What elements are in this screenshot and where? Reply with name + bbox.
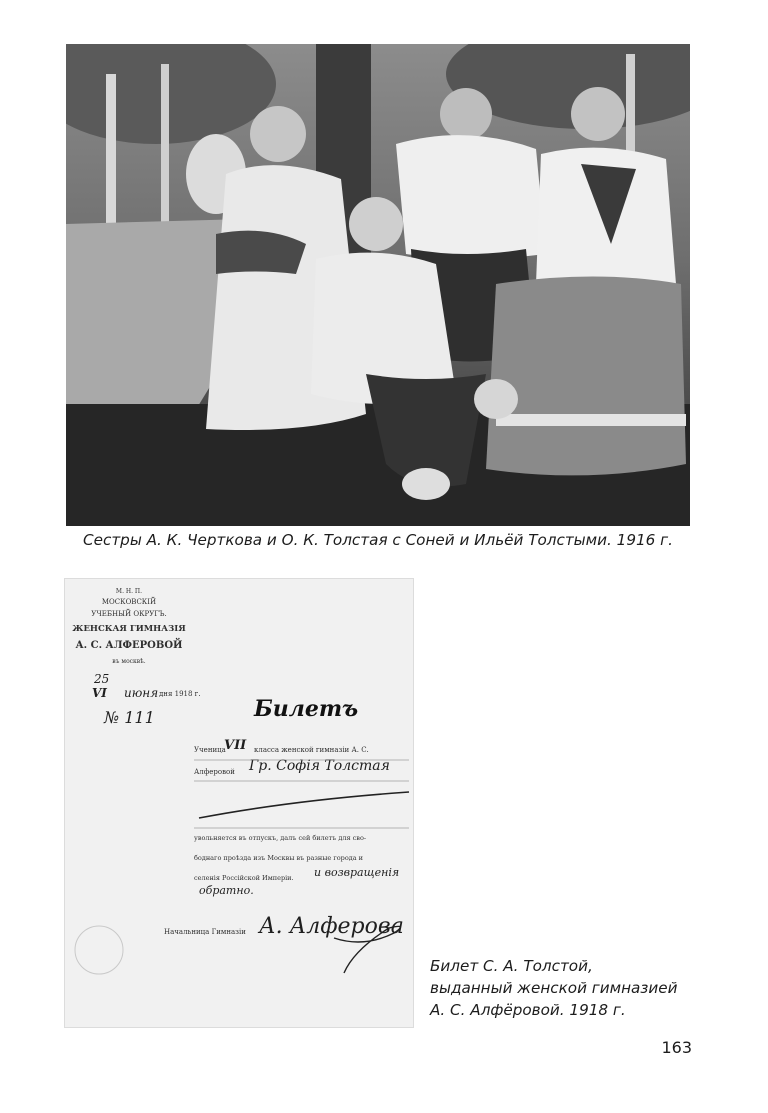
- ticket-body-line: увольняется въ отпускъ, далъ сей билетъ для сво-: [194, 834, 367, 842]
- school-ticket-scan: [64, 578, 414, 1028]
- ticket-number: № 111: [104, 708, 155, 727]
- ticket-caption: [430, 955, 730, 1021]
- ticket-header-line: А. С. АЛФЕРОВОЙ: [75, 640, 183, 651]
- ticket-header-line: М. Н. П.: [115, 588, 143, 595]
- ticket-date-year: дня 1918 г.: [159, 690, 201, 698]
- ticket-signature: А. Алферова: [259, 914, 404, 939]
- ticket-line-a-hand: VII: [224, 738, 247, 753]
- ticket-sign-label: Начальница Гимназіи: [164, 928, 246, 936]
- ticket-body-hand: и возвращенія: [314, 866, 400, 879]
- ticket-title: Билетъ: [254, 696, 359, 722]
- ticket-date-month: VI: [92, 686, 107, 700]
- ticket-line-b: Алферовой: [194, 768, 235, 776]
- ticket-body-hand: обратно.: [199, 884, 254, 897]
- page-number: 163: [661, 1038, 692, 1057]
- photo-illustration: [66, 44, 690, 526]
- family-photograph: [66, 44, 690, 526]
- ticket-caption-line: А. С. Алфёровой. 1918 г.: [430, 1001, 626, 1019]
- ticket-header-line: въ москвѣ.: [112, 658, 146, 665]
- ticket-body-line: селенія Россійской Имперіи.: [194, 874, 294, 882]
- ticket-date-day: 25: [94, 672, 110, 686]
- photo-caption: Сестры А. К. Черткова и О. К. Толстая с Соней и Ильёй Толстыми. 1916 г.: [83, 531, 673, 549]
- ticket-line-b-hand: Гр. Софія Толстая: [249, 758, 390, 774]
- ticket-line-a: Ученица: [194, 746, 226, 754]
- ticket-body-line: боднаго проѣзда изъ Москвы въ разные города и: [194, 854, 364, 862]
- ticket-header-line: МОСКОВСКІЙ: [101, 598, 157, 606]
- ticket-header-line: ЖЕНСКАЯ ГИМНАЗІЯ: [72, 624, 186, 634]
- ticket-underlines: [64, 578, 414, 1028]
- ticket-caption-line: выданный женской гимназией: [430, 979, 678, 997]
- ticket-caption-line: Билет С. А. Толстой,: [430, 957, 593, 975]
- ticket-date-text: июня: [124, 686, 159, 700]
- ticket-header-line: УЧЕБНЫЙ ОКРУГЪ.: [91, 610, 167, 618]
- ticket-line-a-text: класса женской гимназіи А. С.: [254, 746, 369, 754]
